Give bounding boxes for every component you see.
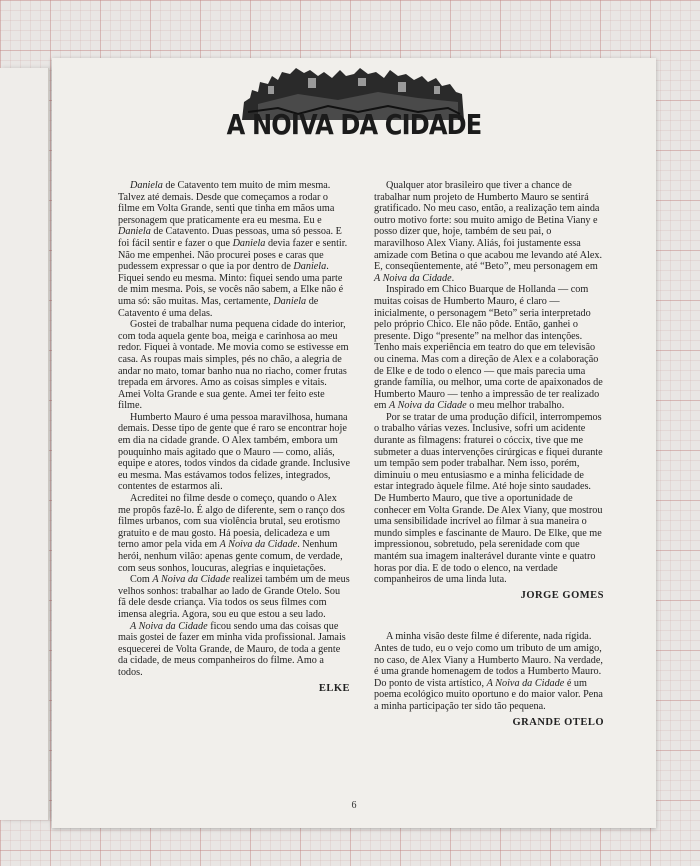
article-title: A NOIVA DA CIDADE: [226, 108, 482, 141]
paragraph: A Noiva da Cidade ficou sendo uma das coisas que mais gostei de fazer em minha vida profissional. Jamais esquecerei de Volta Grande, de Mauro, de toda a gente da cidade, de meus companheiros do filme. Amo a todos.: [118, 620, 346, 678]
signature-grande-otelo: GRANDE OTELO: [512, 716, 604, 728]
left-column: [118, 180, 350, 694]
paragraph: A minha visão deste filme é diferente, nada rígida. Antes de tudo, eu o vejo como um tributo de um amigo, no caso, de Alex Viany a Humberto Mauro. Na verdade, é uma grande homenagem de todos a Humberto Mauro. Do ponto de vista artístico, A Noiva da Cidade é um poema ecológico muito oportuno e do maior valor. Pena a minha participação ter sido tão pequena.: [374, 631, 603, 712]
spacer: [374, 601, 604, 631]
document-page: [52, 58, 656, 828]
right-column: [374, 180, 604, 728]
paragraph: Acreditei no filme desde o começo, quando o Alex me propôs fazê-lo. É algo de diferente, sem o ranço dos filmes urbanos, com sua violência brutal, seu erotismo gratuito e de mau gosto. Há poesia, delicadeza e um terno amor pela vida em A Noiva da Cidade. Nenhum herói, nenhum vilão: apenas gente comum, de verdade, com seus sonhos, loucuras, alegrias e inquietações.: [118, 493, 345, 574]
paragraph: Gostei de trabalhar numa pequena cidade do interior, com toda aquela gente boa, meiga e carinhosa ao meu redor. Fiquei à vontade. Me movia como se estivesse em casa. As roupas mais simples, pés no chão, a alegria de andar no mato, tomar banho nua no riacho, comer frutas trepada em árvores. Amo as coisas simples e vitais. Amei Volta Grande e sua gente. Amei ter feito este filme.: [118, 319, 349, 412]
paragraph: Por se tratar de uma produção difícil, interrompemos o trabalho várias vezes. Inclusive, sofri um acidente durante as filmagens: fraturei o cóccix, tive que me submeter a duas intervenções cirúrgicas e fiquei durante um tempão sem poder trabalhar. Nem isso, porém, diminuiu o meu entusiasmo e a minha felicidade de estar integrado àquele filme. Até hoje sinto saudades. De Humberto Mauro, que tive a oportunidade de conhecer em Volta Grande. De Alex Viany, que mostrou uma sensibilidade incrível ao filmar à sua maneira o mundo simples e fascinante de Mauro. De Elke, que me impressionou, sobretudo, pela serenidade com que mantém sua imagem inalterável durante vinte e quatro horas por dia. E de todo o elenco, na verdade companheiros de uma linda luta.: [374, 411, 603, 586]
paragraph: Com A Noiva da Cidade realizei também um de meus velhos sonhos: trabalhar ao lado de Grande Otelo. Sou fã dele desde criança. Via todos os seus filmes com imensa alegria. Agora, sou eu que estou a seu lado.: [118, 574, 350, 620]
paragraph: Daniela de Catavento tem muito de mim mesma. Talvez até demais. Desde que começamos a rodar o filme em Volta Grande, senti que tinha em mãos uma personagem que praticamente era eu mesma. Eu e Daniela de Catavento. Duas pessoas, uma só pessoa. E foi fácil sentir e fazer o que Daniela devia fazer e sentir. Não me empenhei. Não procurei poses e caras que pudessem expressar o que ia por dentro de Daniela. Fiquei sendo eu mesma. Minto: fiquei sendo uma parte de mim mesma. Pois, se vocês não sabem, a Elke não é uma só: são muitas. Mas, certamente, Daniela de Catavento é uma delas.: [118, 180, 348, 319]
page-number: 6: [351, 800, 357, 811]
paragraph: Inspirado em Chico Buarque de Hollanda — com muitas coisas de Humberto Mauro, é claro — inicialmente, o personagem “Beto” seria interpretado pelo próprio Chico. Ele não pôde. Então, ganhei o presente. Digo “presente” na melhor das intenções. Tenho mais experiência em teatro do que em televisão ou cinema. Mas com a direção de Alex e a colaboração de Elke e de todo o elenco — que mais parecia uma grande família, ou melhor, uma corte de apaixonados de Humberto Mauro — tenho a impressão de ter realizado em A Noiva da Cidade o meu melhor trabalho.: [374, 284, 603, 412]
previous-page-edge: [0, 68, 49, 820]
signature-jorge-gomes: JORGE GOMES: [520, 589, 604, 601]
paragraph: Qualquer ator brasileiro que tiver a chance de trabalhar num projeto de Humberto Mauro se sentirá gratificado. No meu caso, então, a realização tem ainda outro motivo forte: sou muito amigo de Betina Viany e posso dizer que, hoje, também de seu pai, o maravilhoso Alex Viany. Aliás, foi justamente essa amizade com Betina o que acabou me levando até Alex. E, conseqüentemente, até “Beto”, meu personagem em A Noiva da Cidade.: [374, 180, 602, 284]
signature-elke: ELKE: [318, 682, 350, 694]
paragraph: Humberto Mauro é uma pessoa maravilhosa, humana demais. Desse tipo de gente que é raro se encontrar hoje em dia na cidade grande. O Alex também, embora um pouquinho mais agitado que o Mauro — como, aliás, equipe e atores, todos vindos da cidade grande. Inclusive eu mesma. Mas estávamos todos felizes, integrados, contentes de estarmos ali.: [118, 411, 350, 493]
